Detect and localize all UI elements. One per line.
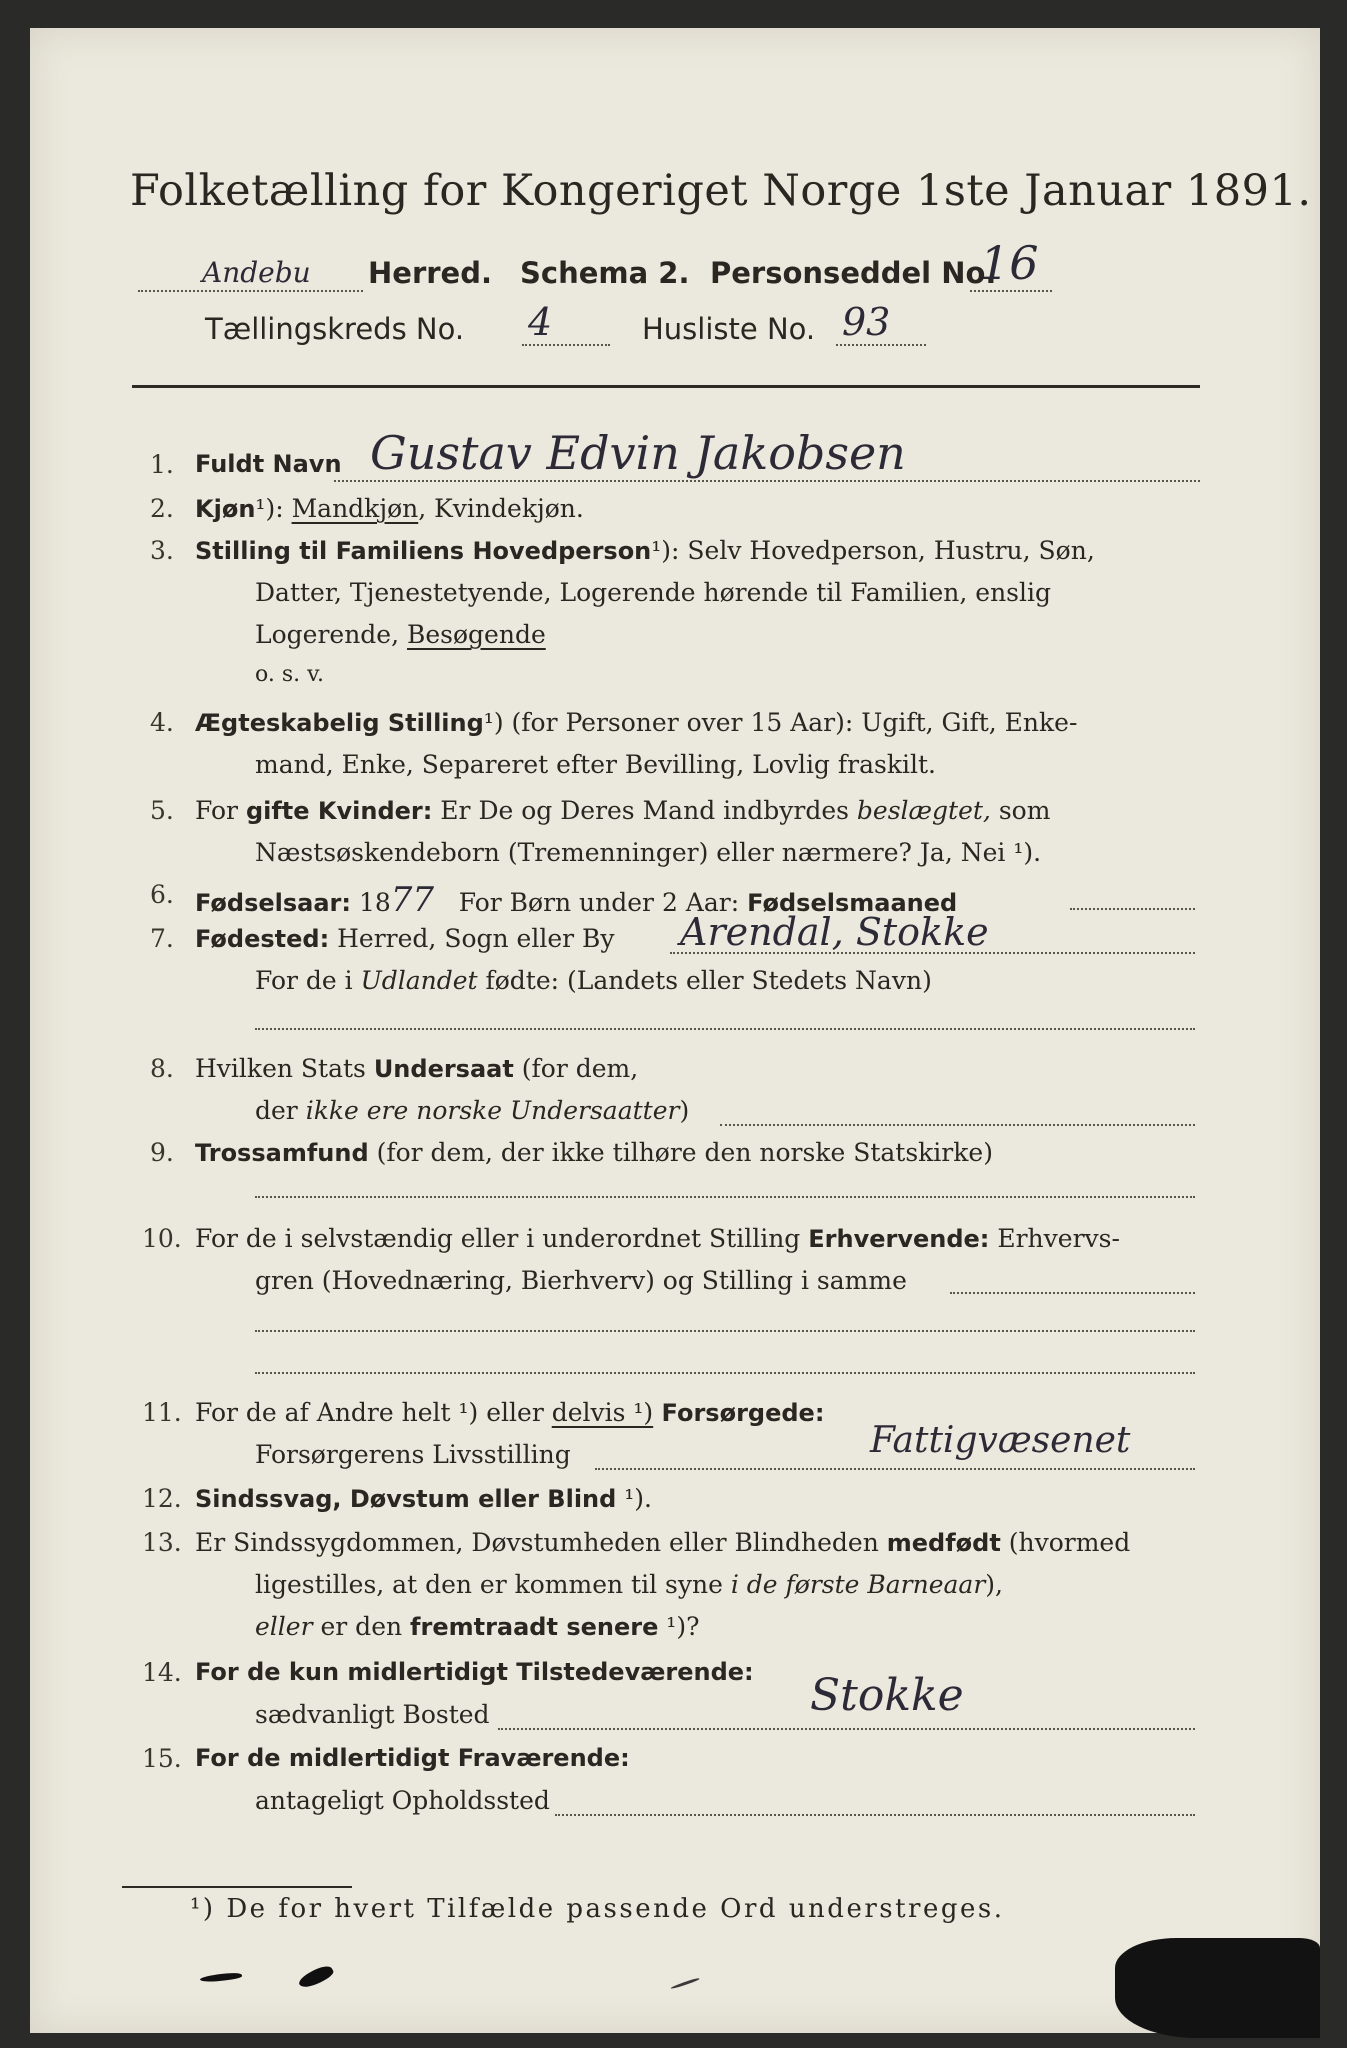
undersaat-dotline	[720, 1124, 1195, 1126]
item-text: Logerende,	[255, 620, 407, 649]
bosted-dotline	[498, 1728, 1195, 1730]
fodselsmaaned-dotline	[1070, 908, 1195, 910]
option-delvis-underlined: delvis ¹)	[551, 1398, 654, 1427]
item-text: fødte: (Landets eller Stedets Navn)	[477, 966, 932, 995]
husliste-label: Husliste No.	[642, 312, 816, 346]
item-3-line2: Datter, Tjenestetyende, Logerende hørende til Familien, enslig	[255, 578, 1052, 607]
fremtraadt-label: fremtraadt senere	[410, 1613, 659, 1641]
item-text: ):	[265, 494, 292, 523]
ink-smudge	[670, 1977, 699, 1990]
item-4-line2: mand, Enke, Separeret efter Bevilling, Lovlig fraskilt.	[255, 750, 936, 779]
husliste-dotline	[836, 344, 926, 346]
undersaat-label: Undersaat	[373, 1055, 514, 1083]
item-8-line1	[195, 1054, 638, 1083]
herred-value: Andebu	[202, 256, 311, 289]
item-7-line1	[195, 924, 615, 953]
personseddel-label: Personseddel No.	[710, 256, 997, 290]
census-form-page	[30, 28, 1320, 2033]
fodselsaar-value: 77	[390, 880, 435, 920]
item-text: (for dem,	[513, 1054, 639, 1083]
fodested-value: Arendal, Stokke	[680, 910, 989, 954]
item-9-line1	[195, 1138, 993, 1167]
fuldt-navn-label: Fuldt Navn	[195, 450, 342, 478]
ink-smudge	[297, 1962, 335, 1992]
item-13-line2	[255, 1570, 1003, 1599]
schema-label: Schema 2.	[520, 256, 690, 290]
kreds-dotline	[522, 344, 610, 346]
item-14-line2: sædvanligt Bosted	[255, 1700, 490, 1729]
item-text: ¹): Selv Hovedperson, Hustru, Søn,	[651, 536, 1095, 565]
name-dotline	[334, 480, 1200, 482]
item-10-line2: gren (Hovednæring, Bierhverv) og Stilling i samme	[255, 1266, 907, 1295]
item-text: Erhvervs-	[989, 1224, 1120, 1253]
gifte-kvinder-label: gifte Kvinder:	[245, 797, 433, 825]
ink-stain	[1115, 1938, 1320, 2038]
trossamfund-label: Trossamfund	[195, 1139, 369, 1167]
item-text: For de i selvstændig eller i underordnet Stilling	[195, 1224, 809, 1253]
tilstedevaerende-label: For de kun midlertidigt Tilstedeværende:	[195, 1658, 754, 1686]
erhverv-dotline-2	[255, 1330, 1195, 1332]
item-number: 4.	[150, 708, 174, 737]
item-5-line2: Næstsøskendeborn (Tremenninger) eller nærmere? Ja, Nei ¹).	[255, 838, 1042, 867]
item-text: er den	[312, 1612, 411, 1641]
kjon-label: Kjøn	[195, 495, 256, 523]
item-number: 1.	[150, 450, 174, 479]
item-8-line2	[255, 1096, 689, 1125]
header-rule	[132, 385, 1200, 388]
item-text: Hvilken Stats	[195, 1054, 374, 1083]
item-number: 9.	[150, 1138, 174, 1167]
item-4-line1	[195, 708, 1077, 737]
personseddel-value: 16	[980, 236, 1039, 290]
item-number: 5.	[150, 796, 174, 825]
item-2-line	[195, 494, 584, 523]
item-text: som	[990, 796, 1051, 825]
item-text: (hvormed	[1000, 1528, 1131, 1557]
item-text: ),	[985, 1570, 1003, 1599]
item-10-line1	[195, 1224, 1120, 1253]
item-text: For	[195, 796, 246, 825]
item-5-line1	[195, 796, 1050, 825]
kreds-label: Tællingskreds No.	[205, 312, 465, 346]
item-number: 3.	[150, 536, 174, 565]
livsstilling-dotline	[595, 1468, 1195, 1470]
item-text: der	[255, 1096, 306, 1125]
fodested-label: Fødested:	[195, 925, 330, 953]
udlandet-dotline	[255, 1028, 1195, 1030]
item-15-line2: antageligt Opholdssted	[255, 1786, 550, 1815]
year-prefix: 18	[351, 888, 391, 917]
erhvervende-label: Erhvervende:	[808, 1225, 990, 1253]
item-11-line1	[195, 1398, 824, 1427]
erhverv-dotline-3	[255, 1372, 1195, 1374]
item-text: ¹).	[616, 1484, 652, 1513]
form-title: Folketælling for Kongeriget Norge 1ste Januar 1891.	[130, 166, 1312, 216]
item-text: Herred, Sogn eller By	[329, 924, 615, 953]
item-number: 14.	[142, 1658, 182, 1687]
option-besogende-underlined: Besøgende	[407, 620, 546, 649]
item-number: 12.	[142, 1484, 182, 1513]
fodselsmaaned-label: Fødselsmaaned	[747, 889, 958, 917]
personseddel-dotline	[970, 290, 1052, 292]
item-3-line3	[255, 620, 546, 649]
footnote-mark: ¹	[255, 494, 266, 523]
option-mandkjon-underlined: Mandkjøn	[291, 494, 419, 523]
opholdssted-dotline	[555, 1814, 1195, 1816]
item-13-line1	[195, 1528, 1130, 1557]
item-3-line1	[195, 536, 1095, 565]
herred-dotline	[138, 290, 363, 292]
footnote: ¹) De for hvert Tilfælde passende Ord understreges.	[190, 1894, 1005, 1924]
trossamfund-dotline	[255, 1196, 1195, 1198]
item-text-italic: eller	[255, 1612, 313, 1641]
item-text: Er Sindssygdommen, Døvstumheden eller Blindheden	[195, 1528, 887, 1557]
aegteskab-label: Ægteskabelig Stilling	[195, 709, 484, 737]
item-text: ligestilles, at den er kommen til syne	[255, 1570, 731, 1599]
stilling-label: Stilling til Familiens Hovedperson	[195, 537, 652, 565]
fuldt-navn-value: Gustav Edvin Jakobsen	[370, 426, 906, 480]
item-number: 11.	[142, 1398, 182, 1427]
item-number: 2.	[150, 494, 174, 523]
item-text: Er De og Deres Mand indbyrdes	[432, 796, 857, 825]
item-number: 15.	[142, 1744, 182, 1773]
item-text-italic: beslægtet,	[856, 796, 991, 825]
item-text-italic: Udlandet	[360, 966, 478, 995]
fodselsaar-label: Fødselsaar:	[195, 889, 351, 917]
forsorgede-label: Forsørgede:	[653, 1399, 825, 1427]
item-text: ¹) (for Personer over 15 Aar): Ugift, Gift, Enke-	[483, 708, 1078, 737]
medfodt-label: medfødt	[886, 1529, 1001, 1557]
sindssvag-label: Sindssvag, Døvstum eller Blind	[195, 1485, 617, 1513]
item-number: 7.	[150, 924, 174, 953]
kreds-value: 4	[528, 300, 553, 344]
ink-smudge	[200, 1971, 243, 1984]
item-number: 10.	[142, 1224, 182, 1253]
item-number: 8.	[150, 1054, 174, 1083]
herred-label: Herred.	[368, 256, 492, 290]
item-text: , Kvindekjøn.	[418, 494, 584, 523]
item-number: 13.	[142, 1528, 182, 1557]
item-text: For de af Andre helt ¹) eller	[195, 1398, 552, 1427]
item-12-line	[195, 1484, 652, 1513]
item-text: ¹)?	[658, 1612, 700, 1641]
item-text: (for dem, der ikke tilhøre den norske Statskirke)	[368, 1138, 993, 1167]
footnote-rule	[122, 1886, 352, 1888]
item-text: For Børn under 2 Aar:	[450, 888, 748, 917]
item-7-line2	[255, 966, 932, 995]
erhverv-dotline-1	[950, 1292, 1195, 1294]
fravaerende-label: For de midlertidigt Fraværende:	[195, 1744, 630, 1772]
bosted-value: Stokke	[810, 1670, 964, 1721]
item-text: )	[679, 1096, 690, 1125]
item-text-italic: ikke ere norske Undersaatter	[305, 1096, 680, 1125]
husliste-value: 93	[842, 300, 891, 344]
item-11-line2: Forsørgerens Livsstilling	[255, 1440, 571, 1469]
item-text: For de i	[255, 966, 361, 995]
item-3-line4: o. s. v.	[255, 662, 324, 687]
item-number: 6.	[150, 880, 174, 909]
livsstilling-value: Fattigvæsenet	[870, 1420, 1131, 1461]
item-13-line3	[255, 1612, 700, 1641]
item-text-italic: i de første Barneaar	[730, 1570, 986, 1599]
